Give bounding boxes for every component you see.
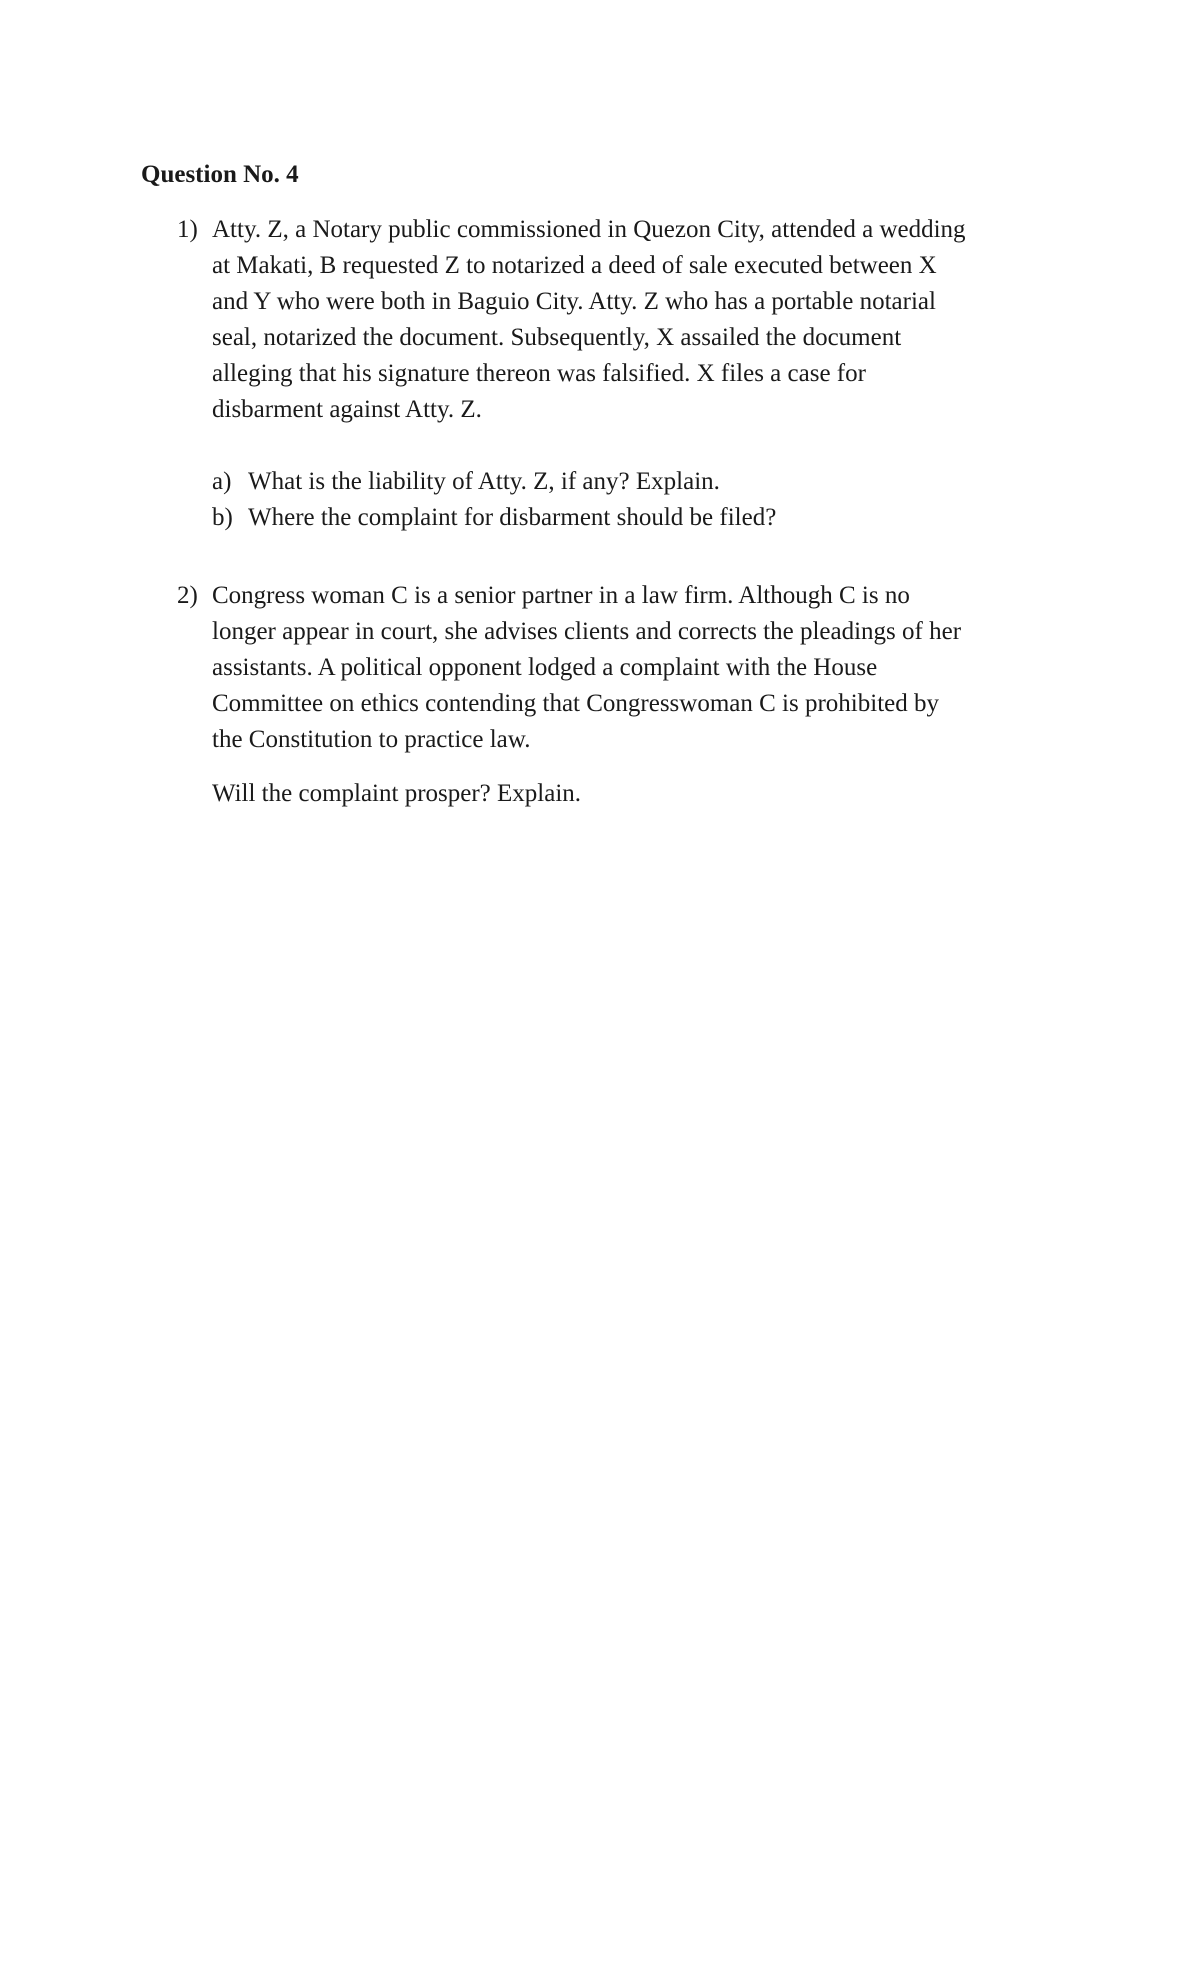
paragraph-line: and Y who were both in Baguio City. Atty. Z who has a portable notarial bbox=[212, 288, 936, 315]
subquestion-text: What is the liability of Atty. Z, if any? Explain. bbox=[248, 468, 720, 495]
paragraph-line: longer appear in court, she advises clients and corrects the pleadings of her bbox=[212, 618, 962, 645]
paragraph-line: disbarment against Atty. Z. bbox=[212, 396, 482, 423]
item-paragraph bbox=[212, 578, 1072, 758]
paragraph-line: Atty. Z, a Notary public commissioned in Quezon City, attended a wedding bbox=[212, 216, 966, 243]
paragraph-line: alleging that his signature thereon was falsified. X files a case for bbox=[212, 360, 866, 387]
paragraph-line: Congress woman C is a senior partner in a law firm. Although C is no bbox=[212, 582, 910, 609]
paragraph-line: Committee on ethics contending that Congresswoman C is prohibited by bbox=[212, 690, 939, 717]
subquestion-label: b) bbox=[212, 504, 233, 531]
item-number: 2) bbox=[177, 582, 198, 609]
subquestion-label: a) bbox=[212, 468, 232, 495]
paragraph-line: assistants. A political opponent lodged a complaint with the House bbox=[212, 654, 878, 681]
paragraph-line: at Makati, B requested Z to notarized a deed of sale executed between X bbox=[212, 252, 937, 279]
follow-up-question-text: Will the complaint prosper? Explain. bbox=[212, 780, 582, 807]
item-paragraph bbox=[212, 212, 1072, 428]
paragraph-line: seal, notarized the document. Subsequently, X assailed the document bbox=[212, 324, 902, 351]
question-title: Question No. 4 bbox=[141, 161, 299, 188]
subquestion-text: Where the complaint for disbarment should be filed? bbox=[248, 504, 777, 531]
item-number: 1) bbox=[177, 216, 198, 243]
paragraph-line: the Constitution to practice law. bbox=[212, 726, 531, 753]
